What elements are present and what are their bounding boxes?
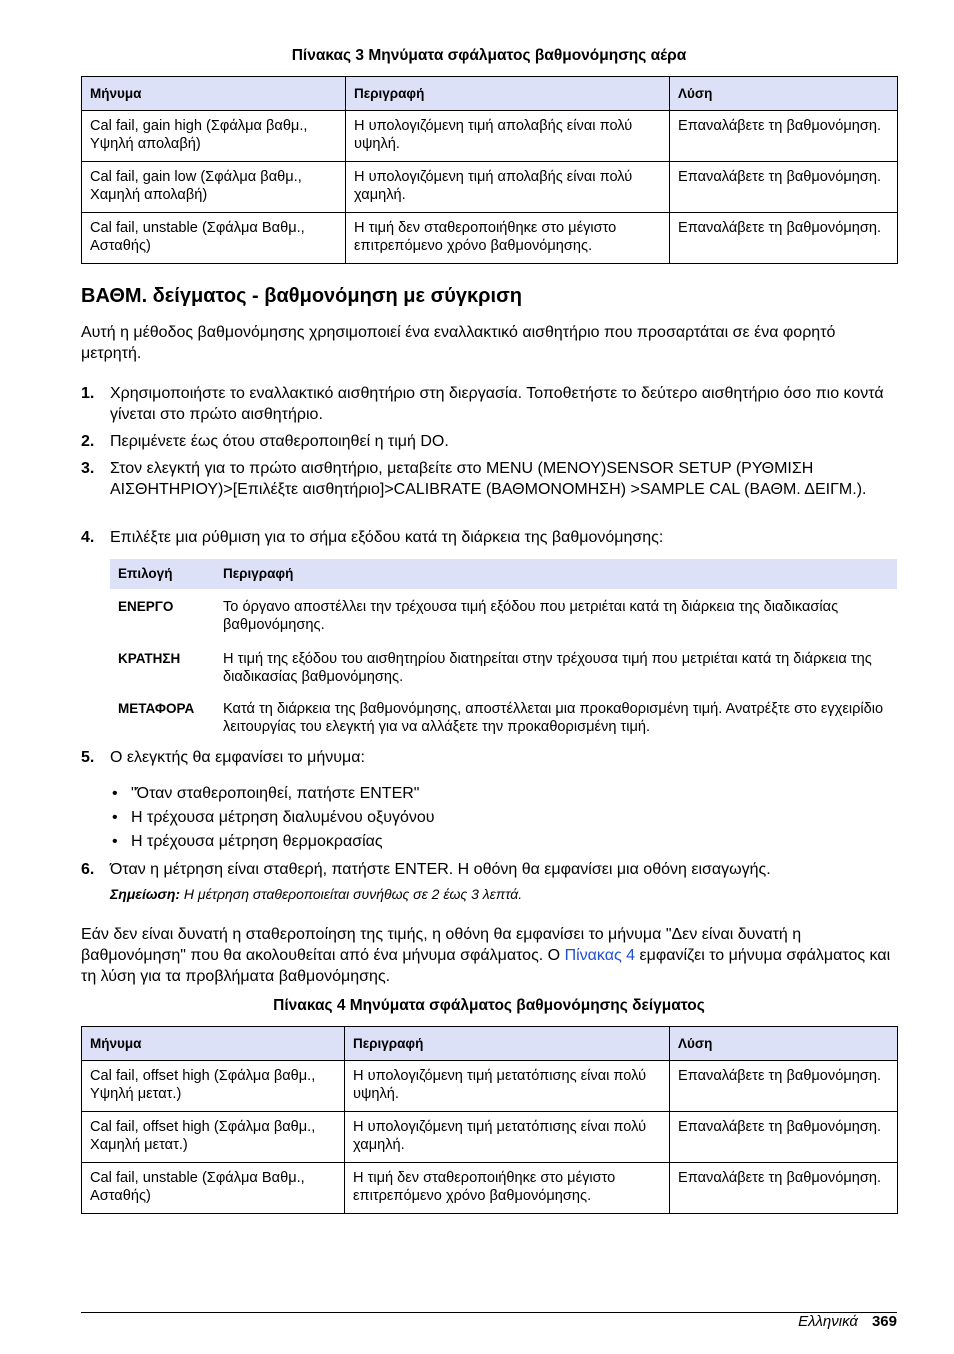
table-cell: Επαναλάβετε τη βαθμονόμηση. [670, 213, 898, 264]
table4-header-solution: Λύση [670, 1027, 898, 1061]
step-text: Επιλέξτε μια ρύθμιση για το σήμα εξόδου κατά τη διάρκεια της βαθμονόμησης: [110, 529, 664, 546]
table-cell: Η υπολογιζόμενη τιμή μετατόπισης είναι πολύ υψηλή. [345, 1061, 670, 1112]
option-key: ΜΕΤΑΦΟΡΑ [118, 701, 195, 716]
note-label: Σημείωση: [110, 886, 181, 902]
table-cell: Επαναλάβετε τη βαθμονόμηση. [670, 1061, 898, 1112]
section-title: ΒΑΘΜ. δείγματος - βαθμονόμηση με σύγκριση [81, 285, 522, 307]
table-cell: Cal fail, gain low (Σφάλμα βαθμ., Χαμηλή απολαβή) [82, 162, 346, 213]
step-6 [81, 859, 897, 880]
option-key: ΚΡΑΤΗΣΗ [118, 651, 181, 666]
table4 [81, 1026, 898, 1214]
step-4 [81, 527, 897, 548]
option-description: Το όργανο αποστέλλει την τρέχουσα τιμή εξόδου που μετριέται κατά τη διάρκεια της διαδικασίας βαθμονόμησης. [223, 599, 839, 633]
table-cell: Cal fail, offset high (Σφάλμα βαθμ., Χαμηλή μετατ.) [82, 1112, 345, 1163]
table-cell: Η τιμή δεν σταθεροποιήθηκε στο μέγιστο επιτρεπόμενο χρόνο βαθμονόμησης. [346, 213, 670, 264]
table4-header-row [82, 1027, 898, 1061]
table-cell: Επαναλάβετε τη βαθμονόμηση. [670, 1163, 898, 1214]
table-cell: Η τιμή δεν σταθεροποιήθηκε στο μέγιστο επιτρεπόμενο χρόνο βαθμονόμησης. [345, 1163, 670, 1214]
step-number: 1. [81, 385, 95, 402]
table4-header-description: Περιγραφή [345, 1027, 670, 1061]
table-row [82, 1061, 898, 1112]
table4-caption: Πίνακας 4 Μηνύματα σφάλματος βαθμονόμησης δείγματος [273, 997, 705, 1014]
table-row [82, 162, 898, 213]
table3-header-description: Περιγραφή [346, 77, 670, 111]
step-2 [81, 431, 897, 452]
table-cell: Cal fail, offset high (Σφάλμα βαθμ., Υψηλή μετατ.) [82, 1061, 345, 1112]
step-5 [81, 747, 897, 768]
step-text: Χρησιμοποιήστε το εναλλακτικό αισθητήριο στη διεργασία. Τοποθετήστε το δεύτερο αισθητήριο όσο πιο κοντά γίνεται στο πρώτο αισθητήριο. [110, 385, 884, 423]
list-item: • Η τρέχουσα μέτρηση θερμοκρασίας [110, 831, 435, 855]
step-text: Ο ελεγκτής θα εμφανίσει το μήνυμα: [110, 749, 365, 766]
table-row [82, 111, 898, 162]
step-3 [81, 458, 897, 500]
table3 [81, 76, 898, 264]
step-number: 3. [81, 460, 95, 477]
step-number: 2. [81, 433, 95, 450]
options-header-option: Επιλογή [110, 559, 215, 589]
table-cell: Επαναλάβετε τη βαθμονόμηση. [670, 1112, 898, 1163]
footer-rule [81, 1312, 897, 1313]
table-cell: Η υπολογιζόμενη τιμή απολαβής είναι πολύ υψηλή. [346, 111, 670, 162]
table-row [82, 1163, 898, 1214]
step-text: Περιμένετε έως ότου σταθεροποιηθεί η τιμή DO. [110, 433, 449, 450]
note [110, 886, 522, 902]
option-key: ΕΝΕΡΓΟ [118, 599, 174, 614]
options-header-row [110, 559, 897, 589]
table4-header-message: Μήνυμα [82, 1027, 345, 1061]
option-description: Κατά τη διάρκεια της βαθμονόμησης, αποστέλλεται μια προκαθορισμένη τιμή. Ανατρέξτε στο εγχειρίδιο λειτουργίας του ελεγκτή για να αλλάξετε την προκαθορισμένη τιμή. [223, 701, 884, 735]
table3-header-row [82, 77, 898, 111]
table-row [110, 589, 897, 641]
table-cell: Επαναλάβετε τη βαθμονόμηση. [670, 111, 898, 162]
table3-header-message: Μήνυμα [82, 77, 346, 111]
table-row [82, 1112, 898, 1163]
note-text: Η μέτρηση σταθεροποιείται συνήθως σε 2 έως 3 λεπτά. [180, 886, 523, 902]
page-footer [798, 1313, 897, 1330]
options-table [110, 559, 897, 741]
closing-paragraph [81, 924, 897, 987]
message-list [110, 783, 435, 855]
table-cell: Cal fail, unstable (Σφάλμα Βαθμ., Ασταθής) [82, 1163, 345, 1214]
option-description: Η τιμή της εξόδου του αισθητηρίου διατηρείται στην τρέχουσα τιμή που μετριέται κατά τη διάρκεια της διαδικασίας βαθμονόμησης. [223, 651, 872, 685]
page-number: 369 [871, 1313, 897, 1330]
options-header-description: Περιγραφή [215, 559, 897, 589]
step-number: 6. [81, 861, 95, 878]
table-row [82, 213, 898, 264]
section-intro: Αυτή η μέθοδος βαθμονόμησης χρησιμοποιεί ένα εναλλακτικό αισθητήριο που προσαρτάται σε ένα φορητό μετρητή. [81, 324, 836, 362]
table3-header-solution: Λύση [670, 77, 898, 111]
step-text: Στον ελεγκτή για το πρώτο αισθητήριο, μεταβείτε στο MENU (ΜΕΝΟΥ)SENSOR SETUP (ΡΥΘΜΙΣΗ ΑΙΣΘΗΤΗΡΙΟΥ)>[Επιλέξτε αισθητήριο]>CALIBRATE (ΒΑΘΜΟΝΟΜΗΣΗ) >SAMPLE CAL (ΒΑΘΜ. ΔΕΙΓΜ.). [110, 460, 867, 498]
footer-language: Ελληνικά [798, 1313, 858, 1330]
table4-link[interactable]: Πίνακας 4 [564, 947, 636, 964]
table-row [110, 691, 897, 741]
closing-text-before: Εάν δεν είναι δυνατή η σταθεροποίηση της τιμής, η οθόνη θα εμφανίσει το μήνυμα "Δεν είναι δυνατή η βαθμονόμηση" που θα ακολουθείται από ένα μήνυμα σφάλματος. Ο [81, 926, 802, 964]
table-cell: Cal fail, unstable (Σφάλμα Βαθμ., Ασταθής) [82, 213, 346, 264]
table-row [110, 641, 897, 691]
table-cell: Επαναλάβετε τη βαθμονόμηση. [670, 162, 898, 213]
list-item: • Η τρέχουσα μέτρηση διαλυμένου οξυγόνου [110, 807, 435, 831]
table-cell: Cal fail, gain high (Σφάλμα βαθμ., Υψηλή απολαβή) [82, 111, 346, 162]
table-cell: Η υπολογιζόμενη τιμή απολαβής είναι πολύ χαμηλή. [346, 162, 670, 213]
step-1 [81, 383, 897, 425]
list-item: • "Όταν σταθεροποιηθεί, πατήστε ENTER" [110, 783, 435, 807]
closing-text-after: εμφανίζει το μήνυμα σφάλματος και τη λύση για τα προβλήματα βαθμονόμησης. [81, 947, 891, 985]
step-number: 5. [81, 749, 95, 766]
table-cell: Η υπολογιζόμενη τιμή μετατόπισης είναι πολύ χαμηλή. [345, 1112, 670, 1163]
step-text: Όταν η μέτρηση είναι σταθερή, πατήστε ENTER. Η οθόνη θα εμφανίσει μια οθόνη εισαγωγής. [110, 861, 771, 878]
table3-caption: Πίνακας 3 Μηνύματα σφάλματος βαθμονόμησης αέρα [291, 47, 687, 64]
step-number: 4. [81, 529, 95, 546]
